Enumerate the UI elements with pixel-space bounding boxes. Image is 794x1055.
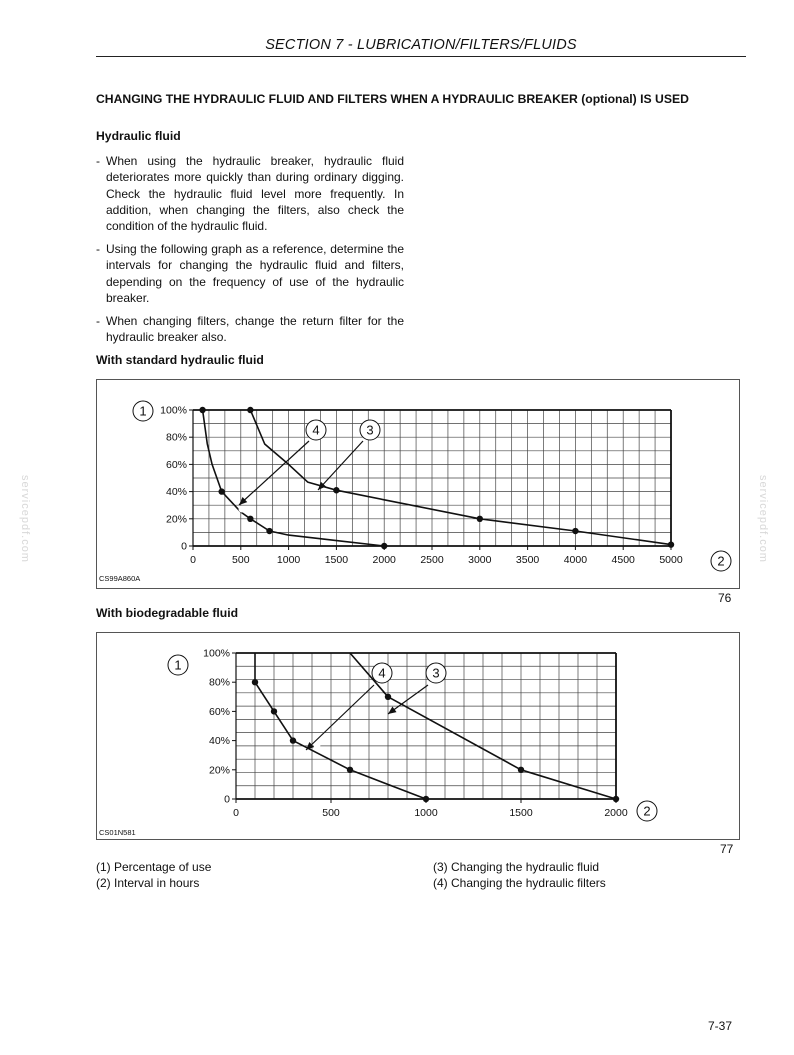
main-heading: CHANGING THE HYDRAULIC FLUID AND FILTERS WHEN A HYDRAULIC BREAKER (optional) IS USED (96, 92, 689, 106)
legend-item-3: (3) Changing the hydraulic fluid (433, 860, 600, 874)
y-tick-label: 40% (165, 486, 187, 499)
page-number: 7-37 (708, 1019, 733, 1033)
data-point (266, 528, 272, 534)
section-title: SECTION 7 - LUBRICATION/FILTERS/FLUIDS (265, 37, 577, 53)
paragraph-text: Using the following graph as a reference, determine the intervals for changing the hydraulic fluid and filters, depending on the frequency of use of the hydraulic breaker. (106, 242, 404, 305)
y-tick-label: 20% (165, 513, 187, 526)
watermark-left: servicepdf.com (19, 475, 31, 563)
bullet-dash: - (96, 314, 100, 328)
bullet-dash: - (96, 154, 100, 168)
data-point (218, 488, 224, 494)
curve-gap (239, 506, 246, 513)
data-point (477, 516, 483, 522)
x-tick-label: 5000 (659, 554, 683, 566)
figure-number-77: 77 (720, 842, 734, 856)
data-point (247, 407, 253, 413)
data-point (333, 487, 339, 493)
curve-gap (313, 493, 320, 500)
data-point (423, 796, 429, 802)
x-tick-label: 1500 (324, 554, 349, 566)
x-tick-label: 1000 (276, 554, 301, 566)
data-point (290, 737, 296, 743)
x-tick-label: 3000 (468, 554, 492, 566)
paragraph-2 (96, 241, 404, 306)
data-point (668, 541, 674, 547)
callout-label-3: 3 (432, 665, 440, 681)
legend-item-2: (2) Interval in hours (96, 876, 200, 890)
callout-label-4: 4 (378, 665, 386, 681)
callout-label-2: 2 (643, 803, 651, 819)
x-tick-label: 4500 (611, 554, 635, 566)
paragraph-1 (96, 153, 404, 234)
x-tick-label: 3500 (515, 554, 540, 566)
x-tick-label: 500 (232, 554, 250, 566)
watermark-right: servicepdf.com (757, 475, 769, 563)
data-point (247, 516, 253, 522)
x-tick-label: 2000 (604, 807, 628, 819)
chart2-frame (96, 632, 740, 840)
paragraph-3 (96, 313, 404, 346)
chart2-heading: With biodegradable fluid (96, 606, 239, 620)
data-point (347, 767, 353, 773)
data-point (385, 694, 391, 700)
subheading-hydraulic-fluid: Hydraulic fluid (96, 129, 181, 143)
data-point (271, 708, 277, 714)
y-tick-label: 40% (208, 735, 230, 748)
data-point (572, 528, 578, 534)
y-tick-label: 60% (165, 458, 187, 471)
callout-arrowhead-3 (388, 706, 397, 714)
x-tick-label: 0 (190, 554, 196, 566)
x-tick-label: 500 (322, 807, 340, 819)
paragraph-text: When changing filters, change the return filter for the hydraulic breaker also. (106, 314, 404, 345)
paragraph-text: When using the hydraulic breaker, hydraulic fluid deteriorates more quickly than during ordinary digging. Check the hydraulic fluid level more frequently. In addition, when changing the filters, also check the condition of the hydraulic fluid. (106, 154, 404, 234)
y-tick-label: 80% (165, 431, 187, 444)
legend-item-4: (4) Changing the hydraulic filters (433, 876, 606, 890)
data-point (518, 767, 524, 773)
bullet-dash: - (96, 242, 100, 256)
x-tick-label: 4000 (563, 554, 588, 566)
y-tick-label: 20% (208, 764, 230, 777)
y-tick-label: 60% (208, 705, 230, 718)
chart1-svg (97, 380, 739, 588)
legend-item-1: (1) Percentage of use (96, 860, 212, 874)
data-point (613, 796, 619, 802)
callout-label-1: 1 (174, 657, 182, 673)
data-point (199, 407, 205, 413)
callout-leader-4 (306, 685, 374, 750)
callout-leader-3 (318, 441, 363, 490)
y-tick-label: 80% (208, 676, 230, 689)
header-rule (96, 56, 746, 57)
chart1-heading: With standard hydraulic fluid (96, 353, 264, 367)
y-tick-label: 100% (160, 404, 187, 417)
x-tick-label: 1000 (414, 807, 438, 819)
callout-label-1: 1 (139, 403, 147, 419)
figure-number-76: 76 (718, 591, 732, 605)
x-tick-label: 0 (233, 807, 239, 819)
x-tick-label: 2500 (420, 554, 444, 566)
data-point (381, 543, 387, 549)
chart2-svg (97, 633, 739, 839)
y-tick-label: 0 (224, 793, 230, 806)
x-tick-label: 1500 (509, 807, 533, 819)
callout-label-4: 4 (312, 422, 320, 438)
chart1-frame (96, 379, 740, 589)
x-tick-label: 2000 (372, 554, 396, 566)
y-tick-label: 0 (181, 540, 187, 553)
y-tick-label: 100% (203, 647, 230, 660)
callout-label-2: 2 (717, 553, 725, 569)
callout-label-3: 3 (366, 422, 374, 438)
series-line-filters (255, 653, 426, 799)
figure-code: CS99A860A (99, 574, 141, 583)
figure-code: CS01N581 (99, 828, 136, 837)
data-point (252, 679, 258, 685)
